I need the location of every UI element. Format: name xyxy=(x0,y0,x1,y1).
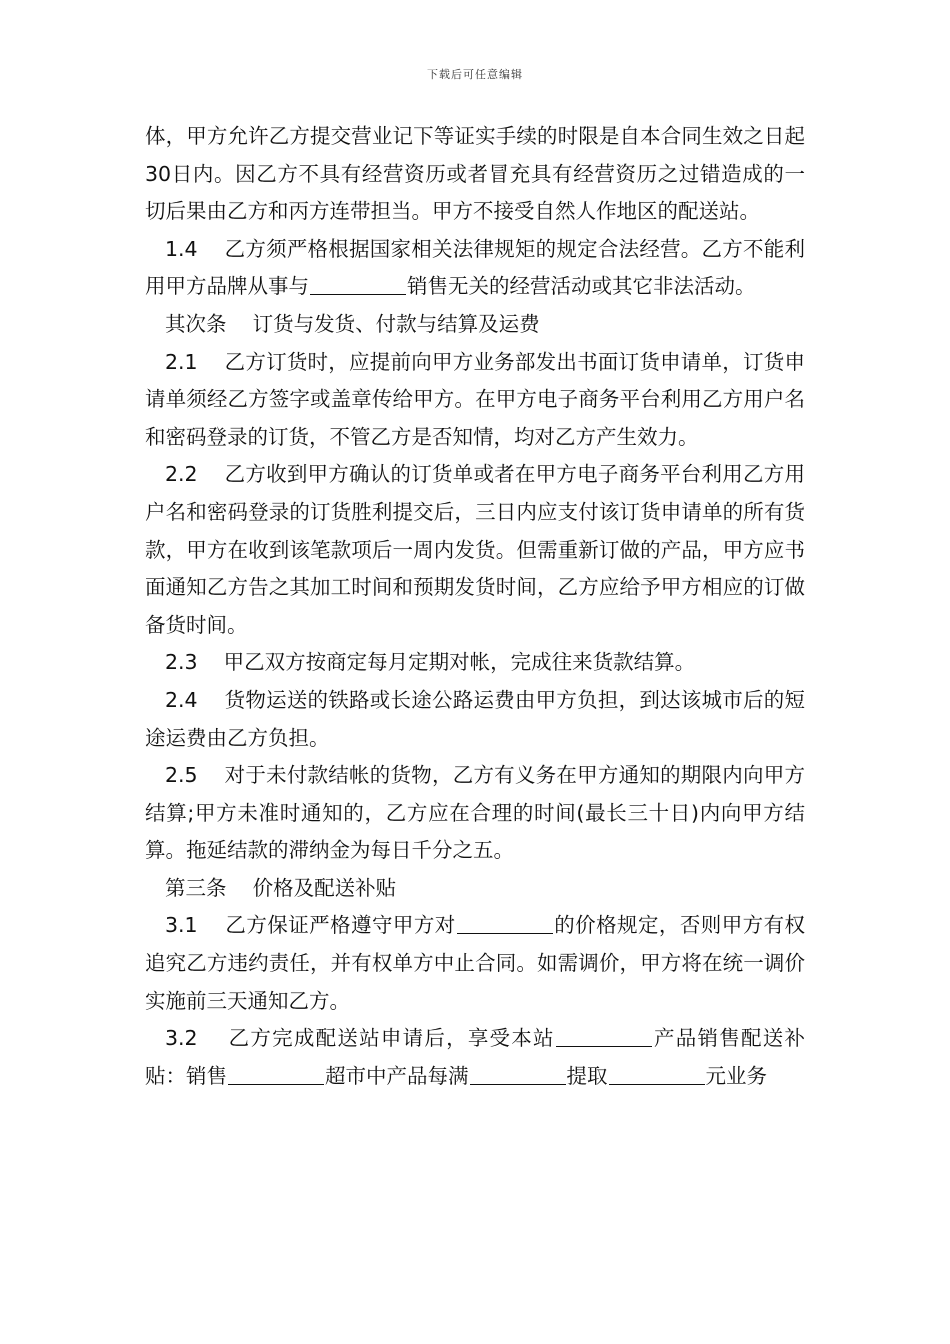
paragraph-text: 产品销售配送补贴：销售 xyxy=(145,1026,806,1088)
paragraph-text: 1.4 乙方须严格根据国家相关法律规矩的规定合法经营。乙方不能利用甲方品牌从事与 xyxy=(145,236,805,299)
paragraph-article-2 xyxy=(145,306,805,344)
paragraph-text: 2.5 对于未付款结帐的货物，乙方有义务在甲方通知的期限内向甲方结算;甲方未准时通知的，乙方应在合理的时间(最长三十日)内向甲方结算。拖延结款的滞纳金为每日千分之五。 xyxy=(145,763,805,863)
paragraph-text: 提取 xyxy=(566,1063,608,1088)
paragraph-2-3 xyxy=(145,644,805,682)
paragraph-text: 第三条 价格及配送补贴 xyxy=(165,875,397,900)
paragraph-2-5 xyxy=(145,757,805,870)
blank-fill-line xyxy=(310,274,406,295)
page-header: 下载后可任意编辑 xyxy=(427,68,523,81)
paragraph-2-4 xyxy=(145,682,805,757)
blank-fill-line xyxy=(457,913,553,934)
paragraph-text: 2.2 乙方收到甲方确认的订货单或者在甲方电子商务平台利用乙方用户名和密码登录的订货胜利提交后，三日内应支付该订货申请单的所有货款，甲方在收到该笔款项后一周内发货。但需重新订做的产品，甲方应书面通知乙方告之其加工时间和预期发货时间，乙方应给予甲方相应的订做备货时间。 xyxy=(145,462,805,637)
paragraph-continued xyxy=(145,118,805,231)
paragraph-text: 2.1 乙方订货时，应提前向甲方业务部发出书面订货申请单，订货申请单须经乙方签字或盖章传给甲方。在甲方电子商务平台利用乙方用户名和密码登录的订货，不管乙方是否知情，均对乙方产生效力。 xyxy=(145,349,805,449)
document-body xyxy=(145,118,805,1095)
paragraph-2-1 xyxy=(145,344,805,457)
blank-fill-line xyxy=(609,1064,705,1085)
paragraph-text: 2.4 货物运送的铁路或长途公路运费由甲方负担，到达该城市后的短途运费由乙方负担。 xyxy=(145,687,805,750)
paragraph-text: 销售无关的经营活动或其它非法活动。 xyxy=(407,274,756,299)
paragraph-text: 2.3 甲乙双方按商定每月定期对帐，完成往来货款结算。 xyxy=(165,650,696,675)
paragraph-text: 体，甲方允许乙方提交营业记下等证实手续的时限是自本合同生效之日起30日内。因乙方不具有经营资历或者冒充具有经营资历之过错造成的一切后果由乙方和丙方连带担当。甲方不接受自然人作地区的配送站。 xyxy=(145,124,805,224)
paragraph-3-2 xyxy=(145,1020,805,1095)
paragraph-3-1 xyxy=(145,907,805,1020)
paragraph-text: 超市中产品每满 xyxy=(325,1063,469,1088)
paragraph-text: 其次条 订货与发货、付款与结算及运费 xyxy=(165,311,540,336)
paragraph-text: 3.2 乙方完成配送站申请后，享受本站 xyxy=(165,1026,555,1051)
paragraph-1-4 xyxy=(145,231,805,306)
blank-fill-line xyxy=(470,1064,566,1085)
paragraph-text: 元业务 xyxy=(705,1063,767,1088)
paragraph-2-2 xyxy=(145,456,805,644)
blank-fill-line xyxy=(228,1064,324,1085)
blank-fill-line xyxy=(556,1026,652,1047)
paragraph-article-3 xyxy=(145,870,805,908)
paragraph-text: 的价格规定，否则甲方有权追究乙方违约责任，并有权单方中止合同。如需调价，甲方将在统一调价实施前三天通知乙方。 xyxy=(145,913,806,1013)
paragraph-text: 3.1 乙方保证严格遵守甲方对 xyxy=(165,913,456,938)
